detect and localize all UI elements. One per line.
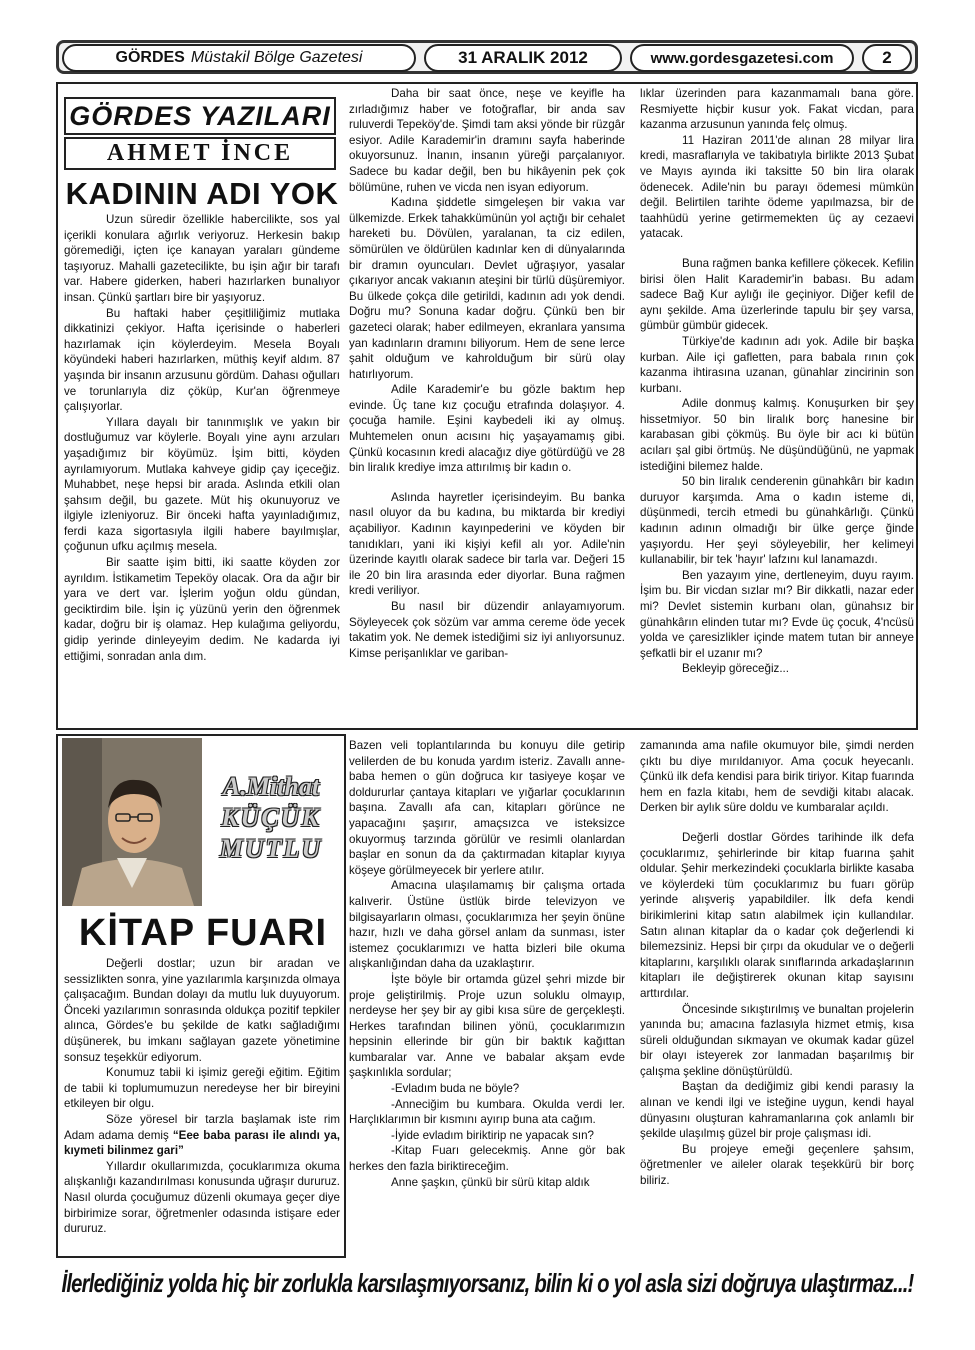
paragraph: Daha bir saat önce, neşe ve keyifle ha zırladığımız haber ve fotoğraflar, bir anda sav ruluverdi Tepeköy'de. Şimdi tam aksi yönde bir rüzgâr esiyor. Adile Karademir'in dramını sayfa haberinde okuyorsunuz. İnanın, insanın yüreği parçalanıyor. Sadece bu kadar değil, ben bu hikâyenin pek çok bölümüne, ruhen ve vicda nen isyan ediyorum. <box>349 87 625 194</box>
author2-first-name: A.Mithat <box>222 772 320 801</box>
dialogue-line: -Anneciğim bu kumbara. Okulda verdi ler. Harçlıklarımın bir kısmını ayırıp buna ata cağım. <box>349 1097 625 1127</box>
paragraph-text: Söze yöresel bir tarzla başlamak iste rim Adam adama demiş <box>64 1112 340 1142</box>
paragraph: Amacına ulaşılamamış bir çalışma ortada kalıverir. Üstüne üstlük birde televizyon ve bilgisayarların olması, çocuklarımıza her şeyin önüne hazır, hızlı ve daha görsel anlam da sunması, ister istemez çocuklarımızı ve hatta bizleri bile okuma alışkanlığından daha da uzaklaştırır. <box>349 879 625 971</box>
paragraph: 50 bin liralık cenderenin günahkârı bir kadın duruyor karşımda. Ama o kadın isteme di, düşünmedi, tercih etmedi bu günahkârlığı. Çünkü kadının adının olmadığı bir ülke gerçe ğinde yaşıyordu. Her şeyi söyleyebilir, her kelimeyi kullanabilir, bir tek 'hayır' lafzını kul lanamazdı. <box>640 475 914 567</box>
paragraph: lıklar üzerinden para kazanmamalı bana göre. Resmiyette hiçbir kusur yok. Fakat vicdan, para kazanma arzusunun yanında felç olmuş. <box>640 87 914 132</box>
page-number: 2 <box>862 44 912 72</box>
paragraph: Adile donmuş kalmış. Konuşurken bir şey hissetmiyor. 50 bin liralık borç hanesine bir karabasan gibi çökmüş. Bu öyle bir acı ki bütün acıları şal gibi örtmüş. Ne düşündüğünü, ne yapmak istediğini bilemez halde. <box>640 397 914 473</box>
paragraph: Anne şaşkın, çünkü bir sürü kitap aldık <box>391 1175 590 1189</box>
article1-column-2 <box>349 86 625 661</box>
author-name: AHMET İNCE <box>64 137 336 170</box>
paragraph: Öncesinde sıkıştırılmış ve bunaltan projelerin yanında bu; amacına fazlasıyla hizmet etmiş, kısa süreli olduğundan sıkmayan ve okumak kadar güzel bir olayı isteyerek zor lanmadan başarılmış bir çalışma şekline dönüştürüldü. <box>640 1002 914 1078</box>
article-headline: KADININ ADI YOK <box>65 176 339 211</box>
quote-text: “Eee baba parası ile alındı ya, kıymeti bilinmez gari” <box>64 1128 340 1158</box>
paragraph: Aslında hayretler içerisindeyim. Bu banka nasıl oluyor da bu kadına, bu miktarda bir krediyi açabiliyor. Kadının kayınpederini ve köyden bir tanıdıkları, yani iki kişiyi kefil alı yor. Adile'nin üzerinde kayıtlı olarak sadece bir tarla var. Değeri 15 ile 20 bin lira arasında eder diyorlar. Buna rağmen kredi veriliyor. <box>349 490 625 598</box>
paragraph: Bazen veli toplantılarında bu konuyu dile getirip velilerden de bu konuda yardım isteriz. Zavallı anne-baba hemen o gün doğruca kır tasiyeye koşar ve doldururlar çantaya kitapları ve yığarlar çocuklarının başına. Zavallı afa can, kitapları görünce ne yapacağını şaşırır, amaçsızca ve isteksizce okuyormuş tarzında görülür ve resimli olanlardan başlar en sonun da da çaktırmadan kitaplar kıyıya köşeye görülmeyecek bir yerlere atılır. <box>349 739 625 877</box>
paragraph: Yıllardır okullarımızda, çocuklarımıza okuma alışkanlığı kazandırılması konusunda uğraşır dururuz. Nasıl olurda çocuğumuz düzenli okumaya geçer diye birbirimize sorar, öğretmenler odasında istişare eder dururuz. <box>64 1159 340 1236</box>
paragraph: zamanında ama nafile okumuyor bile, şimdi nerden çıktı bu diye mırıldanıyor. Ama çocuk heyecanlı. Çünkü ilk defa kendisi para birik tiriyor. Kitap fuarında hem en fazla kitabı, hem de sevdiği kitabı alacak. Derken bir aylık süre doldu ve kumbaralar açıldı. <box>640 739 914 815</box>
article2-column-2 <box>349 738 625 1190</box>
newspaper-name-italic: Müstakil Bölge Gazetesi <box>190 49 363 66</box>
dialogue-line: -Evladım buda ne böyle? <box>391 1082 520 1096</box>
paragraph: Uzun süredir özellikle habercilikte, sos yal içerikli konulara ağırlık veriyoruz. Herkesin bakıp göremediği, içten içe kanayan yaraları gündeme taşıyoruz. Mahalli gazetecilikte, bu işin ağır bir tarafı var. Habere giderken, haberi hazırlarken bunalıyor insan. Çünkü şartları bire bir yaşıyoruz. <box>64 213 340 304</box>
article2-headline: KİTAP FUARI <box>78 912 328 954</box>
paragraph: Değerli dostlar Gördes tarihinde ilk defa çocuklarımız, şehirlerinde bir kitap fuarına şahit oldular. Şehir merkezindeki çocuklarla birlikte kasaba ve köylerdeki tüm çocuklarımız bu fuarı görüp yerinde alışveriş yapabildiler. İlk defa kendi birikimlerini kitap satın alabilmek için kullandılar. Satın alınan kitaplar da o kadar çok değerlendi ki bilemezsiniz. Hepsi bir çırpı da okudular ve o değerli kitaplarını, karşılıklı olarak sınıflarında arkadaşlarının kitapları ile değiştirerek okunan kitap sayısını arttırdılar. <box>640 830 914 1000</box>
author-photo <box>62 738 202 906</box>
article1-column-1 <box>64 212 340 664</box>
paragraph: Yıllara dayalı bir tanınmışlık ve yakın bir dostluğumuz var köylerle. Boyalı yine aynı arzuları yaşadığımız bir köyümüz. İşim bitti, köyden ayrılamıyorum. Mutlaka kahveye gidip çay içeceğiz. Muhabbet, neşe hepsi bir arada. Aslında etkili olan şahsım değil, bu gazete. Müt hiş okunuyoruz ve ilgiyle izleniyoruz. Bir önceki hafta yayınladığımız, ferdi kaza sigortasıyla ilgili habere bayılmışlar, çoğunun ufku açılmış mesela. <box>64 415 340 554</box>
paragraph: Değerli dostlar; uzun bir aradan ve sessizlikten sonra, yine yazılarımla karşınızda olmaya çalışacağım. Bundan dolayı da mutlu luk duyuyorum. Önceki yazılarımın sonrasında oldukça pozitif tepkiler alınca, Gördes'e bu şekilde de katkı sağladığımı düşünerek, bu imkanı sağlayan gazete yönetimine sonsuz teşekkür ediyorum. <box>64 957 340 1064</box>
paragraph: Bu haftaki haber çeşitliliğimiz mutlaka dikkatinizi çekiyor. Hafta içerisinde o haberleri hazırlamak için köylerdeyim. Mesela Boyalı köyündeki haberi hazırlarken, müthiş keyif aldım. 87 yaşında bir insanın arzusunu gördüm. Dahası oğulları ve torunlarıyla diz çöküp, Kur'an öğrenmeye çalışıyorlar. <box>64 306 340 414</box>
dialogue-line: -Kitap Fuarı gelecekmiş. Anne gör bak herkes den fazla biriktireceğim. <box>349 1144 625 1174</box>
newspaper-name <box>62 44 416 72</box>
article1-column-3 <box>640 86 914 677</box>
newspaper-name-bold: GÖRDES <box>115 49 185 66</box>
dialogue-line: -İyide evladım biriktirip ne yapacak sın? <box>391 1128 594 1142</box>
paragraph: Bekleyip göreceğiz... <box>682 662 789 676</box>
paragraph: Adile Karademir'e bu gözle baktım hep evinde. Üç tane kız çocuğu etrafında dolaşıyor. 4. çocuğa hamile. Eşini kaybedeli iki ay olmuş. Muhtemelen onun acısını hiç yaşayamamış gibi. Çünkü kocasının kredi alacağız diye götürdüğü ve 28 bin liralık krediye imza attırılmış bir kadın o. <box>349 383 625 475</box>
author-portrait-icon <box>62 738 202 906</box>
section-title: GÖRDES YAZILARI <box>64 97 336 135</box>
paragraph: Buna rağmen banka kefillere çökecek. Kefilin birisi ölen Halit Karademir'in babası. Bu adam sadece Bağ Kur aylığı ile geçiniyor. Diğer kefil de aynı şekilde. Ama üzerlerinde tapulu bir şey varsa, gümbür gümbür gidecek. <box>640 256 914 333</box>
paragraph: Bir saatte işim bitti, iki saatte köyden zor ayrıldım. İstikametim Tepeköy olacak. Ora da ağır bir yara ve dert var. İşlerim yoğun oldu gündan, geciktirdim bile. İşin iç yüzünü yerin den öğrenmek kadar, doğru bir iş olamaz. Hep kulağıma geliyordu, gidip yerinde dinleyeyim dedim. Ne kadarda iyi ettiğimi, sonradan anla dım. <box>64 556 340 663</box>
author2-surname-2: MUTLU <box>219 834 323 863</box>
paragraph-with-quote <box>64 1112 340 1159</box>
paragraph: 11 Haziran 2011'de alınan 28 milyar lira kredi, masraflarıyla ve takibatıyla birlikte 2013 Şubat ve Mayıs ayında iki taksitte 50 bin lira olarak ödenecek. Adile'nin bu parayı ödemesi mümkün değil. Belirtilen tarihte ödeme yapılmazsa, bir de taahhüdü yerine getirmemekten üç ay cezaevi yatacak. <box>640 133 914 241</box>
article2-column-3 <box>640 738 914 1189</box>
paragraph: Bu projeye emeği geçenlere şahsım, öğretmenler ve aileler olarak teşekkürü bir borç biliriz. <box>640 1142 914 1188</box>
website-url[interactable]: www.gordesgazetesi.com <box>630 44 854 72</box>
paragraph: Baştan da dediğimiz gibi kendi parasıy la alınan ve kendi ilgi ve isteğine uygun, kendi hayal dünyasını oluşturan kahramanlarına çok anlamlı bir şekilde ulaşılmış güzel bir proje çalışması idi. <box>640 1080 914 1141</box>
author2-surname-1: KÜÇÜK <box>221 803 321 832</box>
footer-slogan: İlerlediğiniz yolda hiç bir zorlukla karsılaşmıyorsanız, bilin ki o yol asla sizi doğruya ulaştırmaz...! <box>61 1268 914 1298</box>
paragraph: Konumuz tabii ki işimiz gereği eğitim. Eğitim de tabii ki toplumumuzun neredeyse her bir bireyini etkileyen bir olgu. <box>64 1066 340 1111</box>
paragraph: Bu nasıl bir düzendir anlayamıyorum. Söyleyecek çok sözüm var amma cereme öde yecek takatim yok. Ne demek istediğimi siz iyi anlıyorsunuz. Kimse perişanlıklar ve gariban- <box>349 600 625 660</box>
paragraph: İşte böyle bir ortamda güzel şehri mizde bir proje geliştirilmiş. Proje uzun soluklu olmayıp, nerdeyse her şey bir ay gibi kısa süre de gerçekleşti. Herkes tarafından bilinen yönü, çocuklarımızın hepsinin ellerinde bir gün bir baktık kağıttan kumbaralar var. Anne ve babalar akşam evde şaşkınlıkla sordular; <box>349 972 625 1080</box>
paragraph: Türkiye'de kadının adı yok. Adile bir başka kurban. Aile içi gafletten, para babala rının çok kazanma ihtirasına uzanan, günahlar zincirinin son kurbanı. <box>640 334 914 395</box>
article2-column-1 <box>64 956 340 1237</box>
paragraph: Kadına şiddetle simgeleşen bir vakıa var ülkemizde. Erkek tahakkümünün yol açtığı bir cehalet hareketi bu. Dövülen, yaralanan, ta ciz edilen, sömürülen ve öldürülen kadınlar ken di dünyalarında bir dramın oyuncuları. Devlet uğraşıyor, yasalar çıkarıyor ancak vakıanın ateşini bir türlü düşüremiyor. Bu ülkede çokça dile getirildi, kadının adı yok dendi. Doğru mu? Sonuna kadar doğru. Çünkü ben bir gazeteci olarak; haber edilmeyen, ekranlara yansıma yan kadınların dramını biliyorum. Hem de sene lerce şahit olduğum ve kahrolduğum bir sürü olay hatırlıyorum. <box>349 196 625 381</box>
paragraph: Ben yazayım yine, dertleneyim, duyu rayım. İşim bu. Bir vicdan sızlar mı? Bir dikkatli, nazar eder mi? Devlet sistemin kurbanı olan, günahsız bir günahkârın elinden tutar mı? Evde üç çocuk, 4'ncüsü yolda ve çaresizlikler içinde matem tutan bir anneye şefkatli bir el uzanır mı? <box>640 568 914 660</box>
issue-date: 31 ARALIK 2012 <box>424 44 622 72</box>
